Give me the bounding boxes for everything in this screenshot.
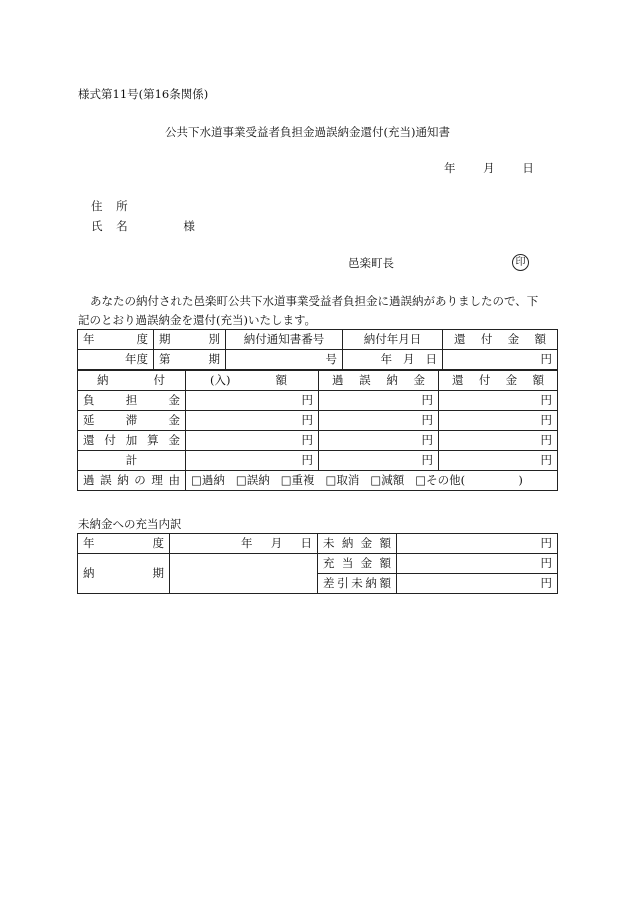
cell-yen: 円 [397,534,558,554]
reason-options [186,471,558,491]
refund-table [77,329,558,370]
reason-checkbox-kanou[interactable]: □過納 [191,473,225,487]
header-paid: 納 付 (入) 額 [78,371,186,391]
label-minokin: 未 納 金 額 [318,534,397,554]
cell-yen: 円 [186,411,319,431]
cell-yen: 円 [439,411,558,431]
reason-label: 過 誤 納 の 理 由 [78,471,186,491]
body-text-line2: 記のとおり過誤納金を還付(充当)いたします。 [78,313,317,327]
body-text-line1: あなたの納付された邑楽町公共下水道事業受益者負担金に過誤納がありましたので、下 [90,294,539,308]
cell-yen: 円 [439,431,558,451]
cell-yen: 円 [319,431,439,451]
header-kibetsu: 期 別 [154,330,226,350]
header-payment-date: 納付年月日 [343,330,443,350]
seal-stamp: 印 [512,254,529,271]
reason-close-paren: ) [518,473,523,487]
name-line [91,218,195,234]
header-nendo: 年 度 [78,330,154,350]
cell-yen: 円 [319,411,439,431]
cell-yen: 円 [439,391,558,411]
date-month: 月 [483,161,495,175]
row-label-kanpu-kasankin: 還 付 加 算 金 [78,431,186,451]
amount-table [77,370,558,491]
amount-header-row [78,371,558,391]
reason-row [78,471,558,491]
label-ju: 住 [91,199,103,213]
cell-date: 年 月 日 [343,350,443,370]
date-day: 日 [522,161,534,175]
table-row [78,534,558,554]
table-row [78,554,558,574]
cell-noki-value [170,554,318,594]
cell-yen: 円 [319,451,439,471]
header-overpaid: 過 誤 納 金 [319,371,439,391]
label-sama: 様 [183,219,195,233]
cell-yen: 円 [397,574,558,594]
form-number: 様式第11号(第16条関係) [78,87,209,101]
label-shi: 氏 [91,219,103,233]
cell-date: 年 月 日 [170,534,318,554]
cell-yen: 円 [186,431,319,451]
issuer-name: 邑楽町長 [348,256,394,270]
table-row [78,411,558,431]
cell-yen: 円 [397,554,558,574]
label-noki: 納 期 [78,554,170,594]
address-line [91,198,128,214]
cell-nendo: 年度 [78,350,154,370]
section2-title: 未納金への充当内訳 [78,517,182,531]
header-refund: 還 付 金 額 [439,371,558,391]
label-juto: 充 当 金 額 [318,554,397,574]
cell-yen: 円 [439,451,558,471]
table-row [78,391,558,411]
table-row [78,451,558,471]
label-nendo: 年 度 [78,534,170,554]
row-label-futankin: 負 担 金 [78,391,186,411]
header-notice-number: 納付通知書番号 [226,330,343,350]
cell-yen: 円 [319,391,439,411]
table-row [78,350,558,370]
cell-ki: 第 期 [154,350,226,370]
label-sho: 所 [116,199,128,213]
row-label-total: 計 [78,451,186,471]
document-title: 公共下水道事業受益者負担金過誤納金還付(充当)通知書 [165,125,450,139]
cell-go: 号 [226,350,343,370]
label-sashihiki: 差 引 未 納 額 [318,574,397,594]
table-row [78,431,558,451]
row-label-entaikin: 延 滞 金 [78,411,186,431]
reason-checkbox-sonota[interactable]: □その他( [415,473,466,487]
cell-yen: 円 [186,451,319,471]
reason-checkbox-torikeshi[interactable]: □取消 [325,473,360,487]
table-header-row [78,330,558,350]
reason-checkbox-gengaku[interactable]: □減額 [370,473,405,487]
issue-date [444,160,534,176]
cell-yen: 円 [443,350,558,370]
allocation-table [77,533,558,594]
label-mei: 名 [116,219,128,233]
reason-checkbox-gonou[interactable]: □誤納 [235,473,270,487]
reason-checkbox-chofuku[interactable]: □重複 [280,473,315,487]
cell-yen: 円 [186,391,319,411]
date-year: 年 [444,161,456,175]
header-refund-amount: 還 付 金 額 [443,330,558,350]
